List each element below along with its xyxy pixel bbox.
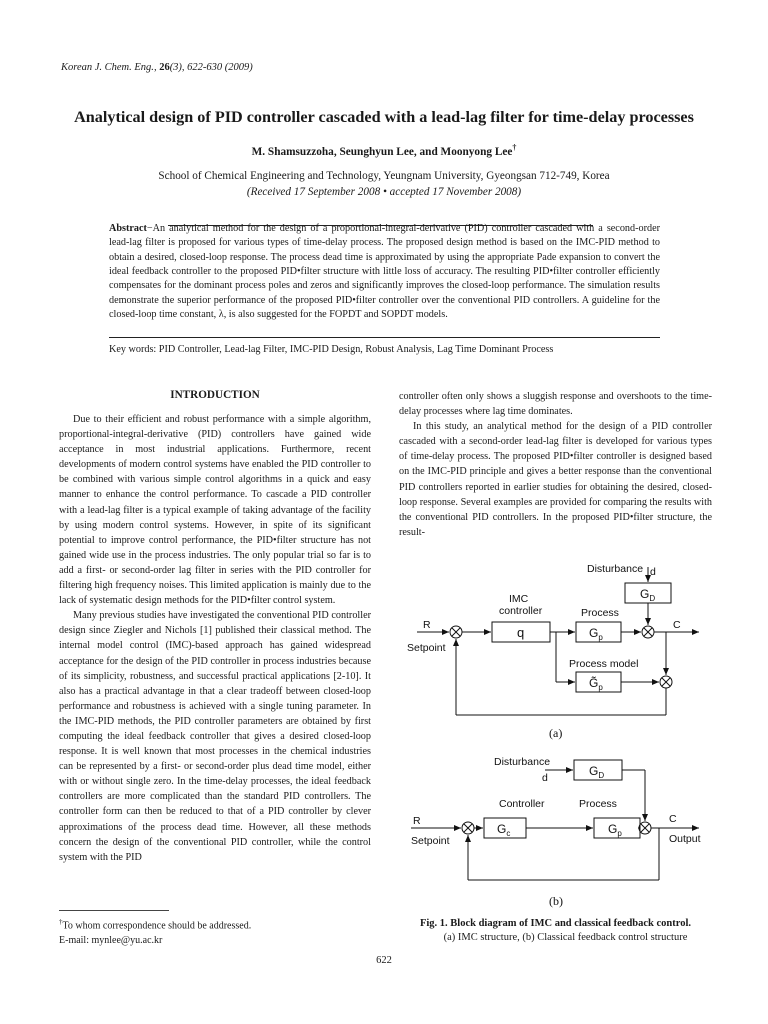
- affiliation: [40, 168, 728, 200]
- keywords: Key words: PID Controller, Lead-lag Filter, IMC-PID Design, Robust Analysis, Lag Time Dominant Process: [109, 344, 554, 355]
- footnote-line: †To whom correspondence should be addressed.: [59, 918, 252, 932]
- gp-block: $G_p$: [608, 822, 622, 838]
- process-label: Process: [579, 798, 617, 810]
- figure-1a-imc-diagram: [399, 555, 719, 745]
- abstract: Abstract−An analytical method for the design of a proportional-integral-derivative (PID) controller cascaded with a second-order lead-lag filter is proposed for various types of time-delay process. The proposed design method is based on the IMC-PID method to obtain a desired, closed-loop response. The process dead time is approximated by using the appropriate Pade expansion to convert the ideal feedback controller to the proposed PID•filter structure with little loss of accuracy. The resulting PID•filter controller efficiently compensates for the dominant process poles and zeros and significantly improves the closed-loop performance. The simulation results demonstrate the superior performance of the proposed PID•filter controller over the conventional PID controllers. A guideline for the closed-loop time constant, λ, is also suggested for the FOPDT and SOPDT models.: [109, 223, 660, 321]
- column-right: [399, 389, 712, 540]
- c-label: C: [673, 619, 681, 631]
- imc-label: IMC: [509, 593, 529, 605]
- abstract-rule-bottom: [109, 337, 660, 338]
- disturbance-label: Disturbance: [494, 756, 551, 768]
- gd-block: $G_D$: [640, 587, 656, 603]
- subfigure-label-b: (b): [549, 894, 563, 908]
- setpoint-label: Setpoint: [407, 642, 446, 654]
- caption-head: Fig. 1. Block diagram of IMC and classical feedback control.: [419, 918, 692, 929]
- gd-block: $G_D$: [589, 764, 605, 780]
- abstract-text: An analytical method for the design of a proportional-integral-derivative (PID) controller cascaded with a second-order lead-lag filter is proposed for various types of time-delay process. The proposed design method is based on the IMC-PID method to obtain a desired, closed-loop response. The process dead time is approximated by using the appropriate Pade expansion to convert the ideal feedback controller to the proposed PID•filter structure with little loss of accuracy. The resulting PID•filter controller efficiently compensates for the dominant process poles and zeros and significantly improves the closed-loop performance. The simulation results demonstrate the superior performance of the proposed PID•filter controller over the conventional PID controllers. A guideline for the closed-loop time constant, λ, is also suggested for the FOPDT and SOPDT models.: [109, 223, 660, 321]
- subfigure-label-a: (a): [549, 726, 563, 740]
- received-dates: (Received 17 September 2008 • accepted 17 November 2008): [246, 186, 522, 198]
- q-block: q: [517, 625, 525, 640]
- paragraph: In this study, an analytical method for the design of a PID controller cascaded with a second-order lead-lag filter is developed for various types of time-delay process. The proposed PID•filter controller is designed based on the IMC-PID principle and gives a better response than the conventional PID controllers reported in earlier studies for obtaining the desired, closed-loop response. Several examples are provided for comparing the results with the conventional PID controllers. In the proposed PID•filter structure, the result-: [399, 421, 712, 538]
- paragraph: controller often only shows a sluggish response and overshoots to the time-delay processes where lag time dominates.: [399, 391, 712, 418]
- gp-model-block: $G̃_p$: [589, 676, 603, 692]
- footnote-email: E-mail: mynlee@yu.ac.kr: [59, 934, 163, 946]
- author-list: M. Shamsuzzoha, Seunghyun Lee, and Moonyong Lee†: [251, 143, 517, 158]
- section-heading: INTRODUCTION: [170, 389, 260, 401]
- c-label: C: [669, 813, 677, 825]
- paper-title: Analytical design of PID controller cascaded with a lead-lag filter for time-delay processes: [74, 108, 694, 126]
- r-label: R: [423, 619, 431, 631]
- journal-citation: Korean J. Chem. Eng., 26(3), 622-630 (2009): [61, 62, 253, 73]
- paragraph: Many previous studies have investigated the conventional PID controller design since Ziegler and Nichols [1] published their classical method. The internal model control (IMC)-based approach has gained widespread acceptance for the design of the PID controller in process industries because of its simplicity, robustness, and successful practical applications [2-10]. It also has a practical advantage in that a clear tradeoff between closed-loop performance and robustness is achieved with a single tuning parameter. In the IMC-PID methods, the PID controller parameters are obtained by first computing the ideal feedback controller that gives a desired closed-loop response. It is well known that most processes in the chemical industries can be represented by a first- or second-order plus dead time model, either with or without single zero. In the time-delay processes, the ideal feedback controllers are more complicated than the standard PID controllers. The controller form can then be reduced to that of a PID controller by clever approximations of the process dead time. However, all these methods concern the design of the conventional PID controller, while the control system with the PID: [59, 610, 371, 863]
- r-label: R: [413, 815, 421, 827]
- paragraph: Due to their efficient and robust performance with a simple algorithm, proportional-integral-derivative (PID) controllers have gained wide acceptance in most industrial applications. Furthermore, recent developments of modern control systems have enabled the PID controller to be combined with various simple control algorithms in a quick and easy manner to enhance the control performance. To cascade a PID controller with a lead-lag filter is a typical example of taking advantage of the facility by using modern control systems. However, in spite of its significant potential to improve control performance, the PID•filter structure has not gained wide use in the process industries. The only popular trial so far is to add a first- or second-order lag filter in series with the PID controller for filtering high frequency noises. This limited application is mainly due to the lack of systematic design methods for the PID•filter control system.: [59, 414, 371, 607]
- output-label: Output: [669, 833, 701, 845]
- abstract-label: Abstract: [109, 223, 147, 234]
- gc-block: $G_c$: [497, 822, 511, 838]
- footnote: [59, 915, 251, 948]
- d-label: d: [650, 566, 656, 578]
- imc-controller-label: controller: [499, 605, 543, 617]
- figure-caption: [399, 917, 712, 945]
- disturbance-label: Disturbance: [587, 563, 644, 575]
- page-number: 622: [376, 955, 392, 966]
- figure-1b-feedback-diagram: [399, 750, 719, 910]
- setpoint-label: Setpoint: [411, 835, 450, 847]
- d-label: d: [542, 772, 548, 784]
- caption-body: (a) IMC structure, (b) Classical feedback control structure: [443, 932, 688, 943]
- affiliation-line: School of Chemical Engineering and Technology, Yeungnam University, Gyeongsan 712-749, Korea: [158, 170, 610, 182]
- footnote-rule: [59, 910, 169, 911]
- column-left: [59, 412, 371, 865]
- gp-block: $G_p$: [589, 626, 603, 642]
- process-model-label: Process model: [569, 658, 639, 670]
- controller-label: Controller: [499, 798, 545, 810]
- process-label: Process: [581, 607, 619, 619]
